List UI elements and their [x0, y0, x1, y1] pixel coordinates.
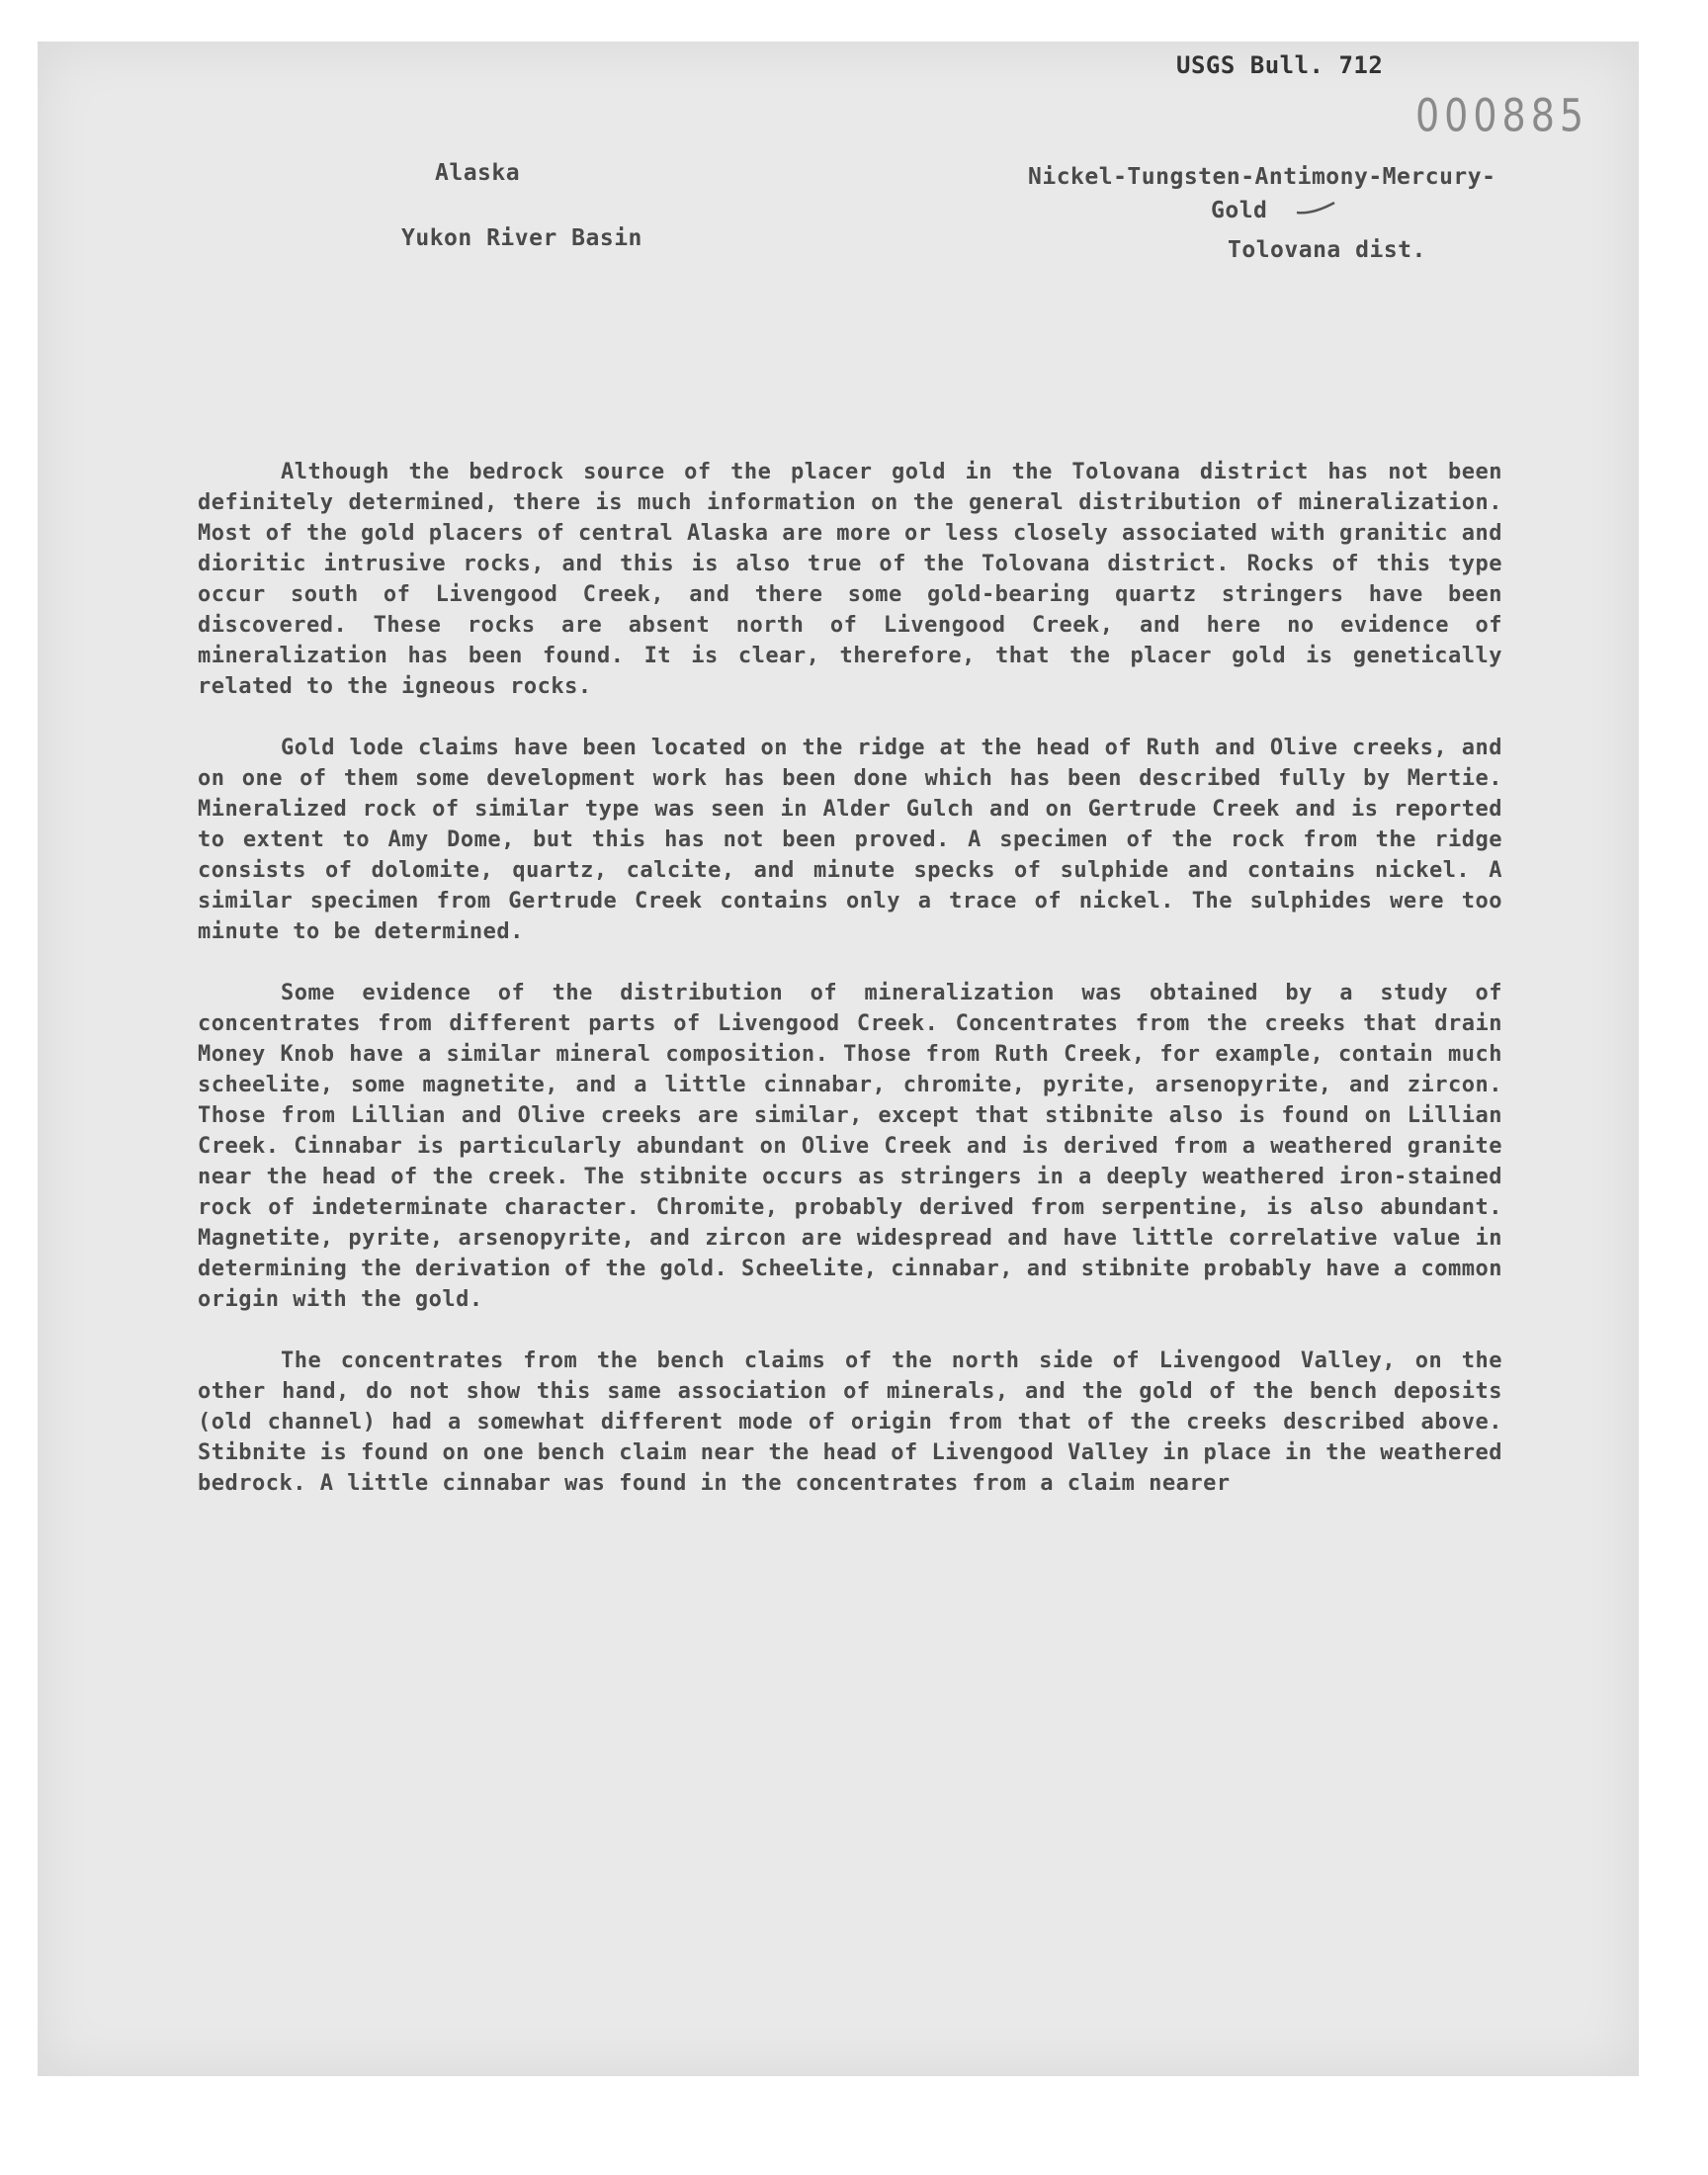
paragraph-4: The concentrates from the bench claims of the north side of Livengood Valley, on the other hand, do not show this same association of minerals, and the gold of the bench deposits (old channel) had a somewhat different mode of origin from that of the creeks described above. Stibnite is found on one bench claim near the head of Livengood Valley in place in the weathered bedrock. A little cinnabar was found in the concentrates from a claim nearer [198, 1348, 1502, 1496]
commodities-heading-continued: Gold [1211, 198, 1268, 223]
paragraph-2: Gold lode claims have been located on the ridge at the head of Ruth and Olive creeks, and on one of them some development work has been done which has been described fully by Mertie. Mineralized rock of similar type was seen in Alder Gulch and on Gertrude Creek and is reported to extent to Amy Dome, but this has not been proved. A specimen of the rock from the ridge consists of dolomite, quartz, calcite, and minute specks of sulphide and contains nickel. A similar specimen from Gertrude Creek contains only a trace of nickel. The sulphides were too minute to be determined. [198, 736, 1502, 944]
basin-heading: Yukon River Basin [401, 225, 642, 251]
district-heading: Tolovana dist. [1228, 237, 1426, 263]
paragraph-3: Some evidence of the distribution of mineralization was obtained by a study of concentrates from different parts of Livengood Creek. Concentrates from the creeks that drain Money Knob have a similar mineral composition. Those from Ruth Creek, for example, contain much scheelite, some magnetite, and a little cinnabar, chromite, pyrite, arsenopyrite, and zircon. Those from Lillian and Olive creeks are similar, except that stibnite also is found on Lillian Creek. Cinnabar is particularly abundant on Olive Creek and is derived from a weathered granite near the head of the creek. The stibnite occurs as stringers in a deeply weathered iron-stained rock of indeterminate character. Chromite, probably derived from serpentine, is also abundant. Magnetite, pyrite, arsenopyrite, and zircon are widespread and have little correlative value in determining the derivation of the gold. Scheelite, cinnabar, and stibnite probably have a common origin with the gold. [198, 981, 1502, 1312]
body-text [198, 457, 1502, 1529]
page-stamp-number: 000885 [1415, 89, 1589, 142]
paragraph-1: Although the bedrock source of the placer gold in the Tolovana district has not been definitely determined, there is much information on the general distribution of mineralization. Most of the gold placers of central Alaska are more or less closely associated with granitic and dioritic intrusive rocks, and this is also true of the Tolovana district. Rocks of this type occur south of Livengood Creek, and there some gold-bearing quartz stringers have been discovered. These rocks are absent north of Livengood Creek, and here no evidence of mineralization has been found. It is clear, therefore, that the placer gold is genetically related to the igneous rocks. [198, 460, 1502, 699]
bulletin-reference: USGS Bull. 712 [1176, 51, 1384, 79]
region-heading: Alaska [435, 160, 521, 186]
check-mark-icon [1295, 201, 1336, 217]
commodities-heading: Nickel-Tungsten-Antimony-Mercury- [1028, 164, 1496, 190]
